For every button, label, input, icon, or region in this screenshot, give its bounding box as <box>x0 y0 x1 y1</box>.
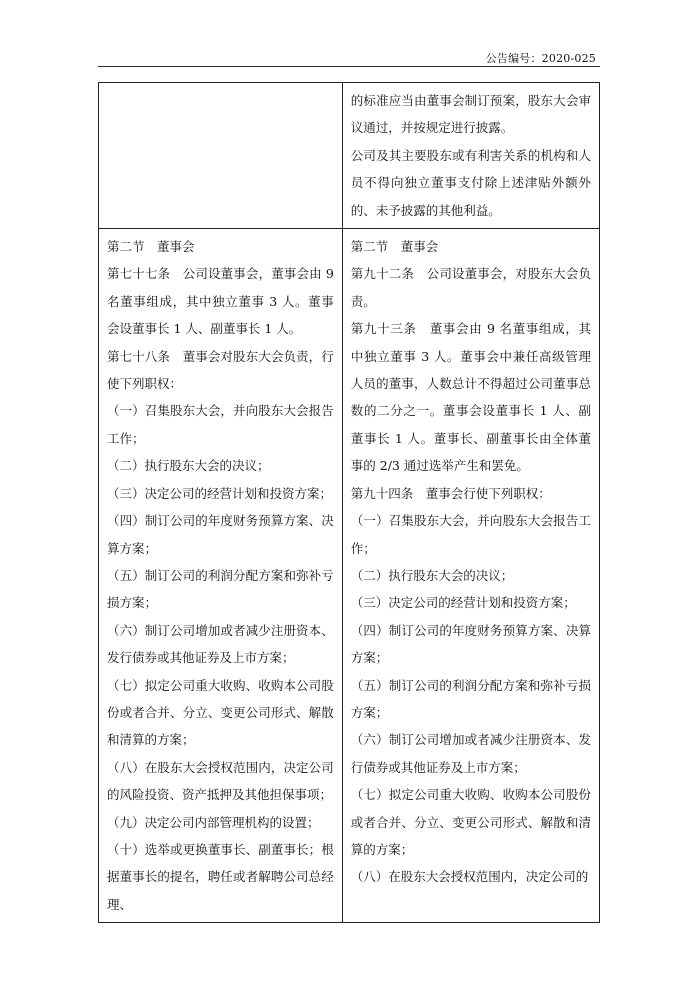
revised-clause-cell <box>342 229 599 923</box>
clause-paragraph: （二）执行股东大会的决议； <box>107 458 270 474</box>
clause-paragraph: （八）在股东大会授权范围内，决定公司的风险投资、资产抵押及其他担保事项； <box>107 759 334 803</box>
clause-paragraph: （三）决定公司的经营计划和投资方案； <box>107 485 333 501</box>
clause-paragraph: 第九十三条 董事会由 9 名董事组成，其中独立董事 3 人。董事会中兼任高级管理人员的董事，人数总计不得超过公司董事总数的二分之一。董事会设董事长 1 人、副董事长 1 人。董事长、副董事长由全体董事的 2/3 通过选举产生和罢免。 <box>350 321 591 474</box>
clause-paragraph: （八）在股东大会授权范围内，决定公司的 <box>350 869 589 885</box>
clause-paragraph: （七）拟定公司重大收购、收购本公司股份或者合并、分立、变更公司形式、解散和清算的方案； <box>350 787 591 857</box>
clause-paragraph: 第七十七条 公司设董事会，董事会由 9 名董事组成，其中独立董事 3 人。董事会设董事长 1 人、副董事长 1 人。 <box>107 266 334 337</box>
clause-paragraph: 公司及其主要股东或有利害关系的机构和人员不得向独立董事支付除上述津贴外额外的、未予披露的其他利益。 <box>350 147 591 218</box>
original-clause-cell <box>99 229 343 923</box>
comparison-table <box>98 82 600 923</box>
clause-paragraph: 第七十八条 董事会对股东大会负责，行使下列职权： <box>107 348 334 392</box>
clause-paragraph: 第九十二条 公司设董事会，对股东大会负责。 <box>350 266 591 309</box>
clause-paragraph: （十）选举或更换董事长、副董事长；根据董事长的提名，聘任或者解聘公司总经理、 <box>107 841 334 912</box>
clause-paragraph: （五）制订公司的利润分配方案和弥补亏损方案； <box>107 567 334 611</box>
clause-paragraph: （六）制订公司增加或者减少注册资本、发行债券或其他证券及上市方案； <box>107 622 334 666</box>
clause-paragraph: （三）决定公司的经营计划和投资方案； <box>350 595 576 611</box>
clause-paragraph: 第二节 董事会 <box>350 239 439 255</box>
announcement-number: 公告编号：2020-025 <box>485 52 596 65</box>
clause-paragraph: （二）执行股东大会的决议； <box>350 567 514 583</box>
clause-paragraph: （六）制订公司增加或者减少注册资本、发行债券或其他证券及上市方案； <box>350 732 591 775</box>
clause-paragraph: （四）制订公司的年度财务预算方案、决算方案； <box>107 513 334 556</box>
clause-paragraph: 第九十四条 董事会行使下列职权： <box>350 485 551 501</box>
clause-paragraph: （七）拟定公司重大收购、收购本公司股份或者合并、分立、变更公司形式、解散和清算的方案； <box>107 677 334 748</box>
original-clause-cell <box>99 83 343 229</box>
clause-paragraph: （九）决定公司内部管理机构的设置； <box>107 814 320 830</box>
clause-paragraph: （五）制订公司的利润分配方案和弥补亏损方案； <box>350 677 591 720</box>
clause-paragraph: （一）召集股东大会，并向股东大会报告工作； <box>107 403 334 446</box>
clause-paragraph: （四）制订公司的年度财务预算方案、决算方案； <box>350 622 591 666</box>
header-divider <box>98 66 600 67</box>
revised-clause-cell <box>342 83 599 229</box>
table-row <box>99 83 600 229</box>
clause-paragraph: （一）召集股东大会，并向股东大会报告工作； <box>350 513 591 556</box>
table-row <box>99 229 600 923</box>
clause-paragraph: 的标准应当由董事会制订预案，股东大会审议通过，并按规定进行披露。 <box>350 93 591 136</box>
clause-paragraph: 第二节 董事会 <box>107 239 195 255</box>
